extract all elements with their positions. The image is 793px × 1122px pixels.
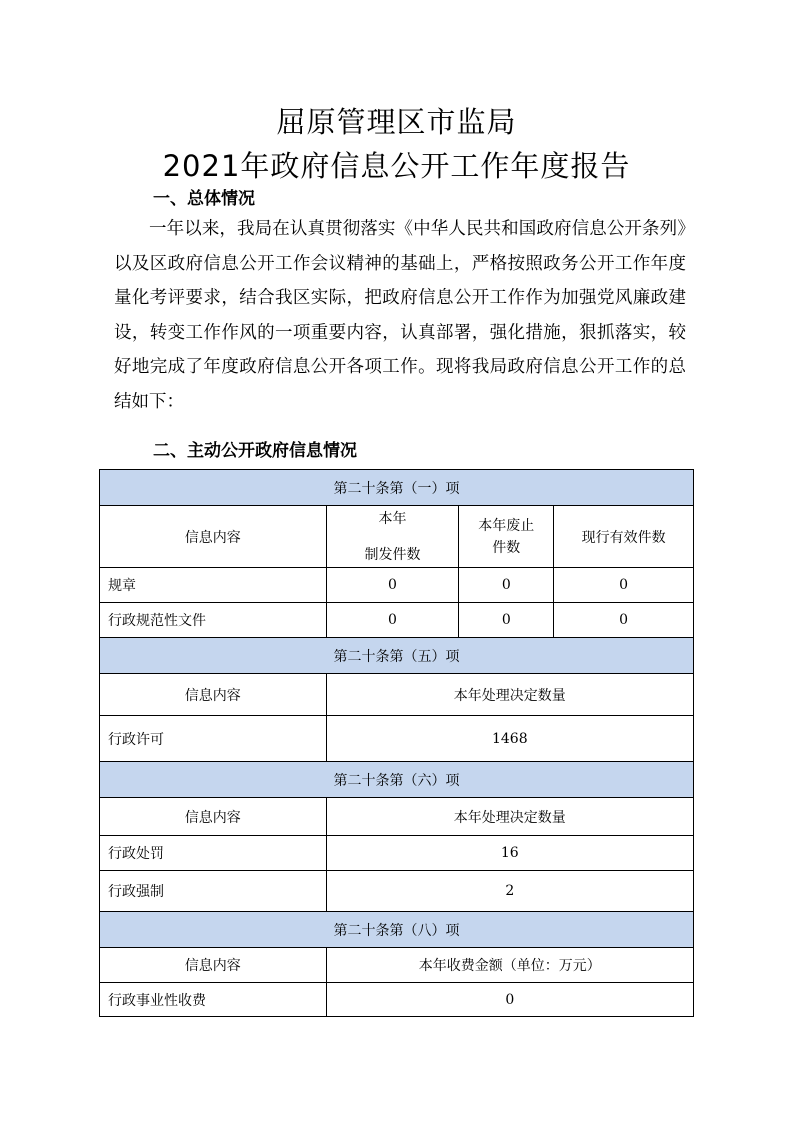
cell-value: 0 bbox=[326, 603, 459, 638]
column-header-row bbox=[100, 948, 694, 983]
row-label: 行政强制 bbox=[100, 871, 327, 912]
table-row bbox=[100, 716, 694, 762]
column-header-line: 本年废止 bbox=[478, 517, 535, 534]
section1-heading: 一、总体情况 bbox=[153, 189, 255, 209]
row-label: 行政规范性文件 bbox=[100, 603, 327, 638]
column-header-line: 件数 bbox=[492, 539, 521, 556]
column-header: 现行有效件数 bbox=[554, 506, 694, 568]
row-label: 行政许可 bbox=[100, 716, 327, 762]
column-header: 本年处理决定数量 bbox=[326, 674, 693, 716]
section-title: 第二十条第（八）项 bbox=[100, 912, 694, 948]
table-row bbox=[100, 568, 694, 603]
column-header: 信息内容 bbox=[100, 798, 327, 836]
section-title: 第二十条第（一）项 bbox=[100, 470, 694, 506]
row-label: 规章 bbox=[100, 568, 327, 603]
table-row bbox=[100, 836, 694, 871]
column-header: 本年收费金额（单位：万元） bbox=[326, 948, 693, 983]
disclosure-table bbox=[99, 469, 694, 1017]
cell-value: 16 bbox=[326, 836, 693, 871]
column-header: 信息内容 bbox=[100, 506, 327, 568]
section-title: 第二十条第（六）项 bbox=[100, 762, 694, 798]
table-row bbox=[100, 983, 694, 1017]
column-header-row bbox=[100, 798, 694, 836]
section1-paragraph: 一年以来，我局在认真贯彻落实《中华人民共和国政府信息公开条列》以及区政府信息公开工作会议精神的基础上，严格按照政务公开工作年度量化考评要求，结合我区实际，把政府信息公开工作作为加强党风廉政建设，转变工作作风的一项重要内容，认真部署，强化措施，狠抓落实，较好地完成了年度政府信息公开各项工作。现将我局政府信息公开工作的总结如下： bbox=[114, 219, 686, 412]
cell-value: 0 bbox=[459, 568, 554, 603]
section-header-row bbox=[100, 912, 694, 948]
column-header-line: 制发件数 bbox=[364, 546, 421, 563]
section2-heading: 二、主动公开政府信息情况 bbox=[153, 441, 357, 461]
section-title: 第二十条第（五）项 bbox=[100, 638, 694, 674]
column-header-row bbox=[100, 674, 694, 716]
cell-value: 0 bbox=[554, 568, 694, 603]
column-header: 信息内容 bbox=[100, 948, 327, 983]
column-header: 本年处理决定数量 bbox=[326, 798, 693, 836]
cell-value: 0 bbox=[326, 983, 693, 1017]
column-header bbox=[459, 506, 554, 568]
cell-value: 2 bbox=[326, 871, 693, 912]
column-header: 信息内容 bbox=[100, 674, 327, 716]
report-title-line1: 屈原管理区市监局 bbox=[276, 105, 517, 139]
report-title-line2: 2021年政府信息公开工作年度报告 bbox=[162, 149, 631, 183]
cell-value: 0 bbox=[554, 603, 694, 638]
row-label: 行政事业性收费 bbox=[100, 983, 327, 1017]
cell-value: 0 bbox=[459, 603, 554, 638]
row-label: 行政处罚 bbox=[100, 836, 327, 871]
column-header-line: 本年 bbox=[378, 510, 407, 527]
section-header-row bbox=[100, 470, 694, 506]
table-row bbox=[100, 871, 694, 912]
cell-value: 0 bbox=[326, 568, 459, 603]
table-row bbox=[100, 603, 694, 638]
section-header-row bbox=[100, 638, 694, 674]
section-header-row bbox=[100, 762, 694, 798]
column-header-row bbox=[100, 506, 694, 568]
column-header bbox=[326, 506, 459, 568]
cell-value: 1468 bbox=[326, 716, 693, 762]
